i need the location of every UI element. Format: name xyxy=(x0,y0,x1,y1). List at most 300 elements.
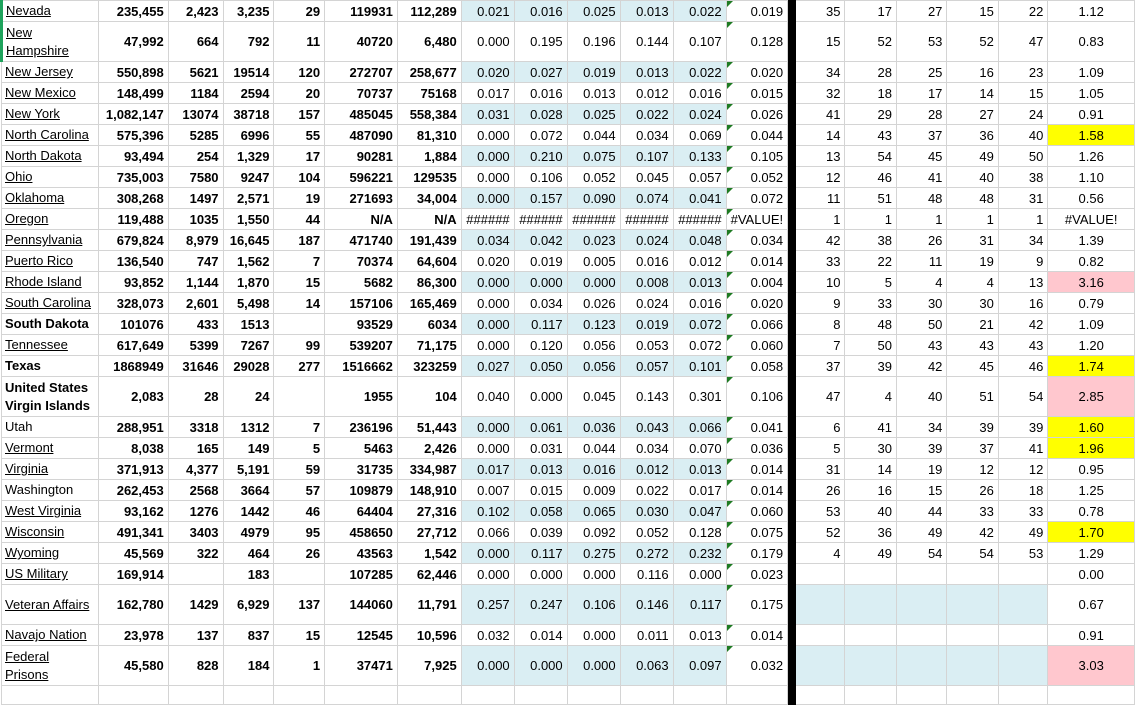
score-cell[interactable]: 1.20 xyxy=(1048,335,1135,356)
score-cell[interactable]: 1.58 xyxy=(1048,125,1135,146)
count-cell-c4[interactable]: 187 xyxy=(274,230,325,251)
region-name-cell[interactable] xyxy=(2,686,99,705)
ratio-cell-5[interactable]: 0.013 xyxy=(673,625,726,646)
count-cell-c3[interactable]: 4979 xyxy=(223,522,274,543)
count-cell-c1[interactable]: 93,494 xyxy=(98,146,168,167)
count-cell-c5[interactable]: 90281 xyxy=(325,146,398,167)
ratio-cell-2[interactable]: 0.027 xyxy=(514,62,567,83)
ratio-cell-3[interactable]: 0.196 xyxy=(567,22,620,62)
rank-cell-5[interactable]: 16 xyxy=(998,293,1048,314)
ratio-cell-5[interactable]: 0.041 xyxy=(673,188,726,209)
count-cell-c2[interactable]: 2568 xyxy=(168,480,223,501)
ratio-cell-5[interactable]: 0.070 xyxy=(673,438,726,459)
count-cell-c3[interactable]: 792 xyxy=(223,22,274,62)
count-cell-c5[interactable] xyxy=(325,686,398,705)
rank-cell-3[interactable]: 25 xyxy=(896,62,946,83)
ratio-cell-1[interactable]: 0.017 xyxy=(461,459,514,480)
rank-cell-4[interactable]: 16 xyxy=(947,62,998,83)
rank-cell-4[interactable]: 43 xyxy=(947,335,998,356)
region-link[interactable]: Navajo Nation xyxy=(5,627,87,642)
rank-cell-2[interactable]: 4 xyxy=(845,377,896,417)
rank-cell-4[interactable]: 45 xyxy=(947,356,998,377)
ratio-cell-4[interactable]: 0.143 xyxy=(620,377,673,417)
region-name-cell[interactable] xyxy=(2,125,99,146)
score-cell[interactable]: 2.85 xyxy=(1048,377,1135,417)
count-cell-c4[interactable]: 19 xyxy=(274,188,325,209)
rank-cell-3[interactable]: 41 xyxy=(896,167,946,188)
ratio-cell-2[interactable]: 0.117 xyxy=(514,543,567,564)
count-cell-c1[interactable]: 371,913 xyxy=(98,459,168,480)
ratio-cell-3[interactable]: 0.025 xyxy=(567,1,620,22)
rank-cell-3[interactable]: 48 xyxy=(896,188,946,209)
ratio-cell-3[interactable]: 0.000 xyxy=(567,625,620,646)
rank-cell-5[interactable]: 15 xyxy=(998,83,1048,104)
count-cell-c6[interactable]: 258,677 xyxy=(397,62,461,83)
rank-cell-4[interactable]: 21 xyxy=(947,314,998,335)
score-cell[interactable]: 1.12 xyxy=(1048,1,1135,22)
rank-cell-4[interactable]: 27 xyxy=(947,104,998,125)
score-cell[interactable]: 0.00 xyxy=(1048,564,1135,585)
count-cell-c4[interactable]: 7 xyxy=(274,251,325,272)
region-link[interactable]: Nevada xyxy=(6,3,51,18)
rank-cell-5[interactable]: 18 xyxy=(998,480,1048,501)
ratio-cell-2[interactable]: 0.000 xyxy=(514,646,567,686)
ratio-cell-5[interactable]: 0.016 xyxy=(673,293,726,314)
count-cell-c2[interactable]: 5399 xyxy=(168,335,223,356)
rank-cell-3[interactable]: 17 xyxy=(896,83,946,104)
rank-cell-5[interactable]: 33 xyxy=(998,501,1048,522)
ratio-cell-2[interactable]: 0.000 xyxy=(514,564,567,585)
rank-cell-2[interactable]: 36 xyxy=(845,522,896,543)
average-cell[interactable]: 0.128 xyxy=(726,22,788,62)
rank-cell-5[interactable]: 9 xyxy=(998,251,1048,272)
ratio-cell-2[interactable]: 0.120 xyxy=(514,335,567,356)
rank-cell-4[interactable]: 36 xyxy=(947,125,998,146)
rank-cell-4[interactable]: 19 xyxy=(947,251,998,272)
count-cell-c2[interactable]: 1429 xyxy=(168,585,223,625)
ratio-cell-3[interactable]: 0.056 xyxy=(567,335,620,356)
count-cell-c4[interactable]: 17 xyxy=(274,146,325,167)
rank-cell-2[interactable]: 50 xyxy=(845,335,896,356)
rank-cell-5[interactable]: 46 xyxy=(998,356,1048,377)
count-cell-c3[interactable]: 1442 xyxy=(223,501,274,522)
rank-cell-2[interactable]: 46 xyxy=(845,167,896,188)
count-cell-c5[interactable]: 272707 xyxy=(325,62,398,83)
ratio-cell-2[interactable]: 0.117 xyxy=(514,314,567,335)
ratio-cell-1[interactable]: 0.021 xyxy=(461,1,514,22)
rank-cell-2[interactable] xyxy=(845,686,896,705)
count-cell-c6[interactable]: 27,712 xyxy=(397,522,461,543)
region-link[interactable]: New York xyxy=(5,106,60,121)
count-cell-c6[interactable]: 1,542 xyxy=(397,543,461,564)
region-link[interactable]: New Jersey xyxy=(5,64,73,79)
ratio-cell-5[interactable]: 0.022 xyxy=(673,1,726,22)
region-name-cell[interactable] xyxy=(2,625,99,646)
count-cell-c3[interactable]: 464 xyxy=(223,543,274,564)
region-name-cell[interactable] xyxy=(2,522,99,543)
count-cell-c2[interactable]: 7580 xyxy=(168,167,223,188)
score-cell[interactable]: 0.79 xyxy=(1048,293,1135,314)
region-name-cell[interactable] xyxy=(2,1,99,22)
region-link[interactable]: Wisconsin xyxy=(5,524,65,539)
count-cell-c5[interactable]: 12545 xyxy=(325,625,398,646)
rank-cell-3[interactable]: 28 xyxy=(896,104,946,125)
ratio-cell-4[interactable]: 0.144 xyxy=(620,22,673,62)
rank-cell-1[interactable]: 35 xyxy=(795,1,845,22)
rank-cell-4[interactable]: 49 xyxy=(947,146,998,167)
region-name-cell[interactable] xyxy=(2,480,99,501)
count-cell-c4[interactable]: 55 xyxy=(274,125,325,146)
average-cell[interactable]: #VALUE! xyxy=(726,209,788,230)
score-cell[interactable]: 1.25 xyxy=(1048,480,1135,501)
count-cell-c6[interactable]: N/A xyxy=(397,209,461,230)
score-cell[interactable]: 1.10 xyxy=(1048,167,1135,188)
average-cell[interactable]: 0.105 xyxy=(726,146,788,167)
count-cell-c2[interactable]: 1276 xyxy=(168,501,223,522)
count-cell-c2[interactable]: 165 xyxy=(168,438,223,459)
count-cell-c1[interactable]: 23,978 xyxy=(98,625,168,646)
ratio-cell-3[interactable]: 0.016 xyxy=(567,459,620,480)
ratio-cell-4[interactable]: 0.057 xyxy=(620,356,673,377)
ratio-cell-5[interactable]: 0.016 xyxy=(673,83,726,104)
rank-cell-1[interactable]: 14 xyxy=(795,125,845,146)
score-cell[interactable] xyxy=(1048,686,1135,705)
score-cell[interactable]: 1.26 xyxy=(1048,146,1135,167)
ratio-cell-2[interactable]: 0.039 xyxy=(514,522,567,543)
score-cell[interactable]: 0.83 xyxy=(1048,22,1135,62)
region-link[interactable]: New Hampshire xyxy=(6,24,69,58)
region-link[interactable]: Ohio xyxy=(5,169,33,184)
ratio-cell-1[interactable]: 0.102 xyxy=(461,501,514,522)
rank-cell-3[interactable]: 26 xyxy=(896,230,946,251)
ratio-cell-1[interactable]: 0.031 xyxy=(461,104,514,125)
count-cell-c3[interactable]: 2594 xyxy=(223,83,274,104)
count-cell-c5[interactable]: 109879 xyxy=(325,480,398,501)
rank-cell-3[interactable]: 19 xyxy=(896,459,946,480)
rank-cell-2[interactable] xyxy=(845,564,896,585)
average-cell[interactable]: 0.014 xyxy=(726,251,788,272)
count-cell-c2[interactable]: 828 xyxy=(168,646,223,686)
rank-cell-3[interactable]: 49 xyxy=(896,522,946,543)
count-cell-c1[interactable]: 575,396 xyxy=(98,125,168,146)
score-cell[interactable]: 1.29 xyxy=(1048,543,1135,564)
ratio-cell-4[interactable]: ###### xyxy=(620,209,673,230)
ratio-cell-2[interactable]: 0.247 xyxy=(514,585,567,625)
ratio-cell-3[interactable]: 0.036 xyxy=(567,417,620,438)
rank-cell-2[interactable]: 54 xyxy=(845,146,896,167)
ratio-cell-5[interactable]: 0.057 xyxy=(673,167,726,188)
ratio-cell-1[interactable]: 0.257 xyxy=(461,585,514,625)
ratio-cell-3[interactable]: 0.023 xyxy=(567,230,620,251)
count-cell-c4[interactable]: 277 xyxy=(274,356,325,377)
region-name-cell[interactable] xyxy=(2,564,99,585)
rank-cell-5[interactable]: 43 xyxy=(998,335,1048,356)
region-name-cell[interactable] xyxy=(2,167,99,188)
ratio-cell-5[interactable]: 0.013 xyxy=(673,272,726,293)
rank-cell-4[interactable] xyxy=(947,625,998,646)
region-link[interactable]: Pennsylvania xyxy=(5,232,83,247)
score-cell[interactable]: 0.91 xyxy=(1048,104,1135,125)
count-cell-c5[interactable]: 43563 xyxy=(325,543,398,564)
rank-cell-3[interactable]: 40 xyxy=(896,377,946,417)
region-name-cell[interactable] xyxy=(2,501,99,522)
count-cell-c5[interactable]: N/A xyxy=(325,209,398,230)
rank-cell-5[interactable]: 34 xyxy=(998,230,1048,251)
score-cell[interactable]: 1.09 xyxy=(1048,62,1135,83)
count-cell-c5[interactable]: 144060 xyxy=(325,585,398,625)
ratio-cell-2[interactable]: 0.034 xyxy=(514,293,567,314)
ratio-cell-3[interactable] xyxy=(567,686,620,705)
count-cell-c3[interactable]: 1513 xyxy=(223,314,274,335)
ratio-cell-5[interactable]: 0.101 xyxy=(673,356,726,377)
count-cell-c6[interactable] xyxy=(397,686,461,705)
ratio-cell-2[interactable]: 0.015 xyxy=(514,480,567,501)
count-cell-c5[interactable]: 5463 xyxy=(325,438,398,459)
count-cell-c4[interactable] xyxy=(274,314,325,335)
ratio-cell-5[interactable]: 0.024 xyxy=(673,104,726,125)
region-name-cell[interactable] xyxy=(2,209,99,230)
region-name-cell[interactable] xyxy=(2,251,99,272)
count-cell-c3[interactable]: 5,191 xyxy=(223,459,274,480)
rank-cell-1[interactable]: 5 xyxy=(795,438,845,459)
rank-cell-5[interactable]: 50 xyxy=(998,146,1048,167)
count-cell-c3[interactable]: 837 xyxy=(223,625,274,646)
ratio-cell-4[interactable]: 0.008 xyxy=(620,272,673,293)
rank-cell-4[interactable]: 48 xyxy=(947,188,998,209)
count-cell-c1[interactable]: 45,580 xyxy=(98,646,168,686)
region-name-cell[interactable] xyxy=(2,417,99,438)
count-cell-c5[interactable]: 485045 xyxy=(325,104,398,125)
ratio-cell-3[interactable]: 0.019 xyxy=(567,62,620,83)
count-cell-c3[interactable]: 24 xyxy=(223,377,274,417)
ratio-cell-2[interactable]: 0.019 xyxy=(514,251,567,272)
ratio-cell-3[interactable]: 0.275 xyxy=(567,543,620,564)
score-cell[interactable]: 1.96 xyxy=(1048,438,1135,459)
ratio-cell-1[interactable]: 0.000 xyxy=(461,146,514,167)
ratio-cell-5[interactable]: 0.117 xyxy=(673,585,726,625)
ratio-cell-3[interactable]: ###### xyxy=(567,209,620,230)
count-cell-c3[interactable] xyxy=(223,686,274,705)
rank-cell-3[interactable]: 1 xyxy=(896,209,946,230)
ratio-cell-1[interactable]: 0.000 xyxy=(461,314,514,335)
count-cell-c6[interactable]: 75168 xyxy=(397,83,461,104)
score-cell[interactable]: 1.74 xyxy=(1048,356,1135,377)
rank-cell-2[interactable]: 22 xyxy=(845,251,896,272)
rank-cell-1[interactable]: 53 xyxy=(795,501,845,522)
count-cell-c6[interactable]: 191,439 xyxy=(397,230,461,251)
region-link[interactable]: Puerto Rico xyxy=(5,253,73,268)
rank-cell-1[interactable] xyxy=(795,564,845,585)
rank-cell-4[interactable]: 54 xyxy=(947,543,998,564)
rank-cell-1[interactable] xyxy=(795,585,845,625)
rank-cell-2[interactable]: 43 xyxy=(845,125,896,146)
ratio-cell-4[interactable]: 0.063 xyxy=(620,646,673,686)
ratio-cell-2[interactable]: 0.061 xyxy=(514,417,567,438)
rank-cell-2[interactable]: 41 xyxy=(845,417,896,438)
ratio-cell-2[interactable] xyxy=(514,686,567,705)
ratio-cell-3[interactable]: 0.075 xyxy=(567,146,620,167)
count-cell-c2[interactable]: 433 xyxy=(168,314,223,335)
score-cell[interactable]: 0.67 xyxy=(1048,585,1135,625)
rank-cell-5[interactable] xyxy=(998,585,1048,625)
ratio-cell-4[interactable]: 0.146 xyxy=(620,585,673,625)
score-cell[interactable]: #VALUE! xyxy=(1048,209,1135,230)
average-cell[interactable]: 0.020 xyxy=(726,293,788,314)
count-cell-c3[interactable]: 29028 xyxy=(223,356,274,377)
average-cell[interactable]: 0.060 xyxy=(726,501,788,522)
average-cell[interactable]: 0.014 xyxy=(726,625,788,646)
ratio-cell-2[interactable]: 0.000 xyxy=(514,272,567,293)
ratio-cell-1[interactable]: 0.000 xyxy=(461,22,514,62)
ratio-cell-3[interactable]: 0.123 xyxy=(567,314,620,335)
rank-cell-4[interactable]: 37 xyxy=(947,438,998,459)
region-link[interactable]: Tennessee xyxy=(5,337,68,352)
ratio-cell-4[interactable]: 0.024 xyxy=(620,293,673,314)
region-name-cell[interactable] xyxy=(2,335,99,356)
rank-cell-1[interactable]: 34 xyxy=(795,62,845,83)
count-cell-c6[interactable]: 334,987 xyxy=(397,459,461,480)
rank-cell-5[interactable]: 38 xyxy=(998,167,1048,188)
count-cell-c5[interactable]: 31735 xyxy=(325,459,398,480)
count-cell-c2[interactable] xyxy=(168,686,223,705)
count-cell-c4[interactable]: 46 xyxy=(274,501,325,522)
count-cell-c6[interactable]: 148,910 xyxy=(397,480,461,501)
ratio-cell-4[interactable]: 0.011 xyxy=(620,625,673,646)
count-cell-c2[interactable]: 1497 xyxy=(168,188,223,209)
ratio-cell-1[interactable]: 0.000 xyxy=(461,646,514,686)
rank-cell-1[interactable]: 52 xyxy=(795,522,845,543)
average-cell[interactable]: 0.072 xyxy=(726,188,788,209)
average-cell[interactable]: 0.032 xyxy=(726,646,788,686)
rank-cell-1[interactable]: 7 xyxy=(795,335,845,356)
count-cell-c1[interactable]: 288,951 xyxy=(98,417,168,438)
ratio-cell-1[interactable]: 0.000 xyxy=(461,272,514,293)
rank-cell-1[interactable]: 42 xyxy=(795,230,845,251)
ratio-cell-1[interactable] xyxy=(461,686,514,705)
count-cell-c2[interactable]: 1,144 xyxy=(168,272,223,293)
rank-cell-2[interactable] xyxy=(845,625,896,646)
ratio-cell-3[interactable]: 0.009 xyxy=(567,480,620,501)
rank-cell-5[interactable]: 12 xyxy=(998,459,1048,480)
rank-cell-2[interactable]: 16 xyxy=(845,480,896,501)
ratio-cell-5[interactable]: 0.133 xyxy=(673,146,726,167)
count-cell-c6[interactable]: 6034 xyxy=(397,314,461,335)
ratio-cell-2[interactable]: 0.157 xyxy=(514,188,567,209)
rank-cell-3[interactable]: 30 xyxy=(896,293,946,314)
count-cell-c2[interactable]: 3318 xyxy=(168,417,223,438)
count-cell-c5[interactable]: 5682 xyxy=(325,272,398,293)
ratio-cell-5[interactable]: 0.097 xyxy=(673,646,726,686)
count-cell-c6[interactable]: 71,175 xyxy=(397,335,461,356)
ratio-cell-4[interactable]: 0.012 xyxy=(620,459,673,480)
region-link[interactable]: South Carolina xyxy=(5,295,91,310)
ratio-cell-5[interactable] xyxy=(673,686,726,705)
rank-cell-1[interactable] xyxy=(795,646,845,686)
ratio-cell-1[interactable]: 0.000 xyxy=(461,167,514,188)
ratio-cell-5[interactable]: 0.047 xyxy=(673,501,726,522)
rank-cell-5[interactable] xyxy=(998,646,1048,686)
rank-cell-2[interactable]: 14 xyxy=(845,459,896,480)
rank-cell-3[interactable]: 39 xyxy=(896,438,946,459)
average-cell[interactable]: 0.075 xyxy=(726,522,788,543)
count-cell-c2[interactable]: 254 xyxy=(168,146,223,167)
rank-cell-4[interactable] xyxy=(947,564,998,585)
count-cell-c3[interactable]: 149 xyxy=(223,438,274,459)
score-cell[interactable]: 3.16 xyxy=(1048,272,1135,293)
count-cell-c5[interactable]: 157106 xyxy=(325,293,398,314)
rank-cell-5[interactable]: 39 xyxy=(998,417,1048,438)
rank-cell-5[interactable] xyxy=(998,564,1048,585)
count-cell-c1[interactable]: 8,038 xyxy=(98,438,168,459)
rank-cell-4[interactable] xyxy=(947,585,998,625)
score-cell[interactable]: 0.82 xyxy=(1048,251,1135,272)
rank-cell-1[interactable]: 9 xyxy=(795,293,845,314)
count-cell-c1[interactable]: 235,455 xyxy=(98,1,168,22)
rank-cell-4[interactable]: 26 xyxy=(947,480,998,501)
ratio-cell-3[interactable]: 0.026 xyxy=(567,293,620,314)
count-cell-c5[interactable]: 458650 xyxy=(325,522,398,543)
count-cell-c4[interactable] xyxy=(274,377,325,417)
count-cell-c2[interactable]: 747 xyxy=(168,251,223,272)
count-cell-c3[interactable]: 1,562 xyxy=(223,251,274,272)
count-cell-c4[interactable]: 99 xyxy=(274,335,325,356)
count-cell-c3[interactable]: 1,550 xyxy=(223,209,274,230)
count-cell-c6[interactable]: 27,316 xyxy=(397,501,461,522)
rank-cell-2[interactable]: 30 xyxy=(845,438,896,459)
rank-cell-5[interactable]: 54 xyxy=(998,377,1048,417)
ratio-cell-2[interactable]: 0.013 xyxy=(514,459,567,480)
ratio-cell-1[interactable]: 0.007 xyxy=(461,480,514,501)
ratio-cell-2[interactable]: 0.016 xyxy=(514,83,567,104)
rank-cell-5[interactable]: 42 xyxy=(998,314,1048,335)
rank-cell-1[interactable]: 15 xyxy=(795,22,845,62)
ratio-cell-2[interactable]: 0.031 xyxy=(514,438,567,459)
region-link[interactable]: Rhode Island xyxy=(5,274,82,289)
average-cell[interactable]: 0.179 xyxy=(726,543,788,564)
ratio-cell-4[interactable]: 0.022 xyxy=(620,480,673,501)
region-name-cell[interactable] xyxy=(2,104,99,125)
ratio-cell-5[interactable]: 0.013 xyxy=(673,459,726,480)
count-cell-c3[interactable]: 16,645 xyxy=(223,230,274,251)
count-cell-c5[interactable]: 70374 xyxy=(325,251,398,272)
count-cell-c6[interactable]: 7,925 xyxy=(397,646,461,686)
rank-cell-3[interactable]: 44 xyxy=(896,501,946,522)
rank-cell-2[interactable] xyxy=(845,646,896,686)
rank-cell-1[interactable]: 1 xyxy=(795,209,845,230)
average-cell[interactable]: 0.066 xyxy=(726,314,788,335)
ratio-cell-3[interactable]: 0.092 xyxy=(567,522,620,543)
ratio-cell-4[interactable]: 0.045 xyxy=(620,167,673,188)
count-cell-c5[interactable]: 271693 xyxy=(325,188,398,209)
region-link[interactable]: Virginia xyxy=(5,461,49,476)
count-cell-c3[interactable]: 1,329 xyxy=(223,146,274,167)
count-cell-c1[interactable]: 136,540 xyxy=(98,251,168,272)
count-cell-c2[interactable]: 3403 xyxy=(168,522,223,543)
count-cell-c5[interactable]: 37471 xyxy=(325,646,398,686)
count-cell-c6[interactable]: 86,300 xyxy=(397,272,461,293)
rank-cell-2[interactable]: 28 xyxy=(845,62,896,83)
region-name-cell[interactable] xyxy=(2,585,99,625)
average-cell[interactable]: 0.015 xyxy=(726,83,788,104)
rank-cell-1[interactable]: 32 xyxy=(795,83,845,104)
score-cell[interactable]: 0.91 xyxy=(1048,625,1135,646)
rank-cell-5[interactable]: 49 xyxy=(998,522,1048,543)
rank-cell-2[interactable]: 48 xyxy=(845,314,896,335)
rank-cell-2[interactable]: 52 xyxy=(845,22,896,62)
count-cell-c6[interactable]: 323259 xyxy=(397,356,461,377)
ratio-cell-2[interactable]: 0.072 xyxy=(514,125,567,146)
count-cell-c2[interactable]: 1184 xyxy=(168,83,223,104)
